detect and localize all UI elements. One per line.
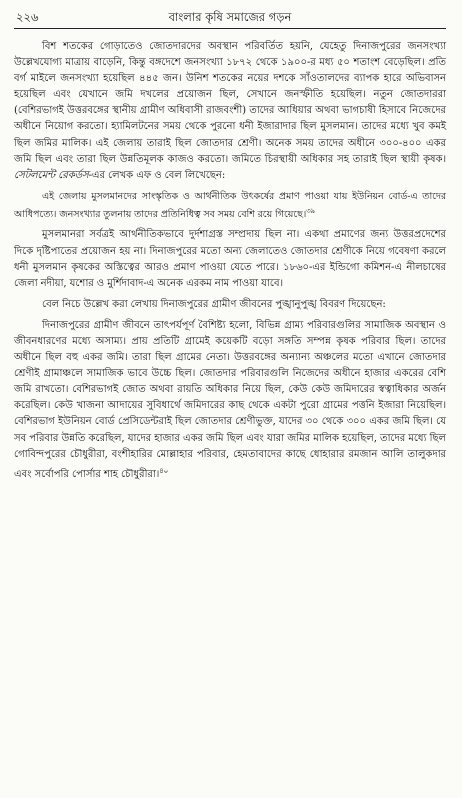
footnote-ref-40: ৪০ <box>159 466 169 475</box>
paragraph-3: বেল নিচে উল্লেখ করা লেখায় দিনাজপুরের গ্রামীণ জীবনের পুঙ্খানুপুঙ্খ বিবরণ দিয়েছেন: <box>42 298 386 310</box>
block-quote-2 <box>14 318 446 483</box>
block-quote-1 <box>14 189 446 223</box>
quote-2-text: দিনাজপুরের গ্রামীণ জীবনে তাৎপর্যপূর্ণ বৈশিষ্ট্য হলো, বিভিন্ন গ্রাম্য পরিবারগুলির সামাজিক অবস্থান ও জীবনধারণের মধ্যে অসাম্য। প্রায় প্রতিটি গ্রামেই কয়েকটি বড়ো সঙ্গতি সম্পন্ন কৃষক পরিবার ছিল। তাদের অধীনে ছিল বহু একর জমি। তারা ছিল গ্রামের নেতা। উত্তরবঙ্গের অন্যান্য অঞ্চলের মতো এখানে জোতদার শ্রেণীই গ্রামাঞ্চলে সামাজিক ভাবে উচ্চে ছিল। জোতদার পরিবারগুলি নিজেদের অধীনে হাজার একরের বেশি জমি রাখতো। বেশিরভাগই জোত অথবা রায়তি অধিকার নিয়ে ছিল, কেউ কেউ জমিদারের স্বত্বাধিকার অর্জন করেছিল। কেউ খাজনা আদায়ের সুবিধার্থে জমিদারের কাছ থেকে একটা পুরো গ্রামের পত্তনি ইজারা নিয়েছিল। বেশিরভাগ ইউনিয়ন বোর্ড প্রেসিডেন্টরাই ছিল জোতদার শ্রেণীভুক্ত, যাদের ৩০ থেকে ৩০০ একর জমি ছিল। যে সব পরিবার উন্নতি করেছিল, যাদের হাজার একর জমি ছিল এবং যারা জমির মালিক হয়েছিল, তাদের মধ্যে ছিল গোবিন্দপুরের চৌধুরীরা, বংশীহারির মোল্লাহার পরিবার, হেমতাবাদের কাছে ধোহারার রমজান আলি তালুকদার এবং সর্বোপরি পোর্সার শাহ চৌধুরীরা। <box>14 319 446 480</box>
paragraph-1-text: বিশ শতকের গোড়াতেও জোতদারদের অবস্থান পরিবর্তিত হয়নি, যেহেতু দিনাজপুরের জনসংখ্যা উল্লেখযোগ্য মাত্রায় বাড়েনি, কিন্তু বঙ্গদেশে জনসংখ্যা ১৮৭২ থেকে ১৯০০-র মধ্য ৫০ শতাংশ বেড়েছিল। প্রতি বর্গ মাইলে জনসংখ্যা হয়েছিল ৪৪৫ জন। উনিশ শতকের নয়ের দশকে সাঁওতালদের ব্যাপক হারে অভিবাসন হয়েছিল এবং যেখানে জমি দখলের প্রয়োজন ছিল, সেখানে জনস্ফীতি হয়েছিল। নতুন জোতদাররা (বেশিরভাগই উত্তরবঙ্গের স্থানীয় গ্রামীণ অধিবাসী রাজবংশী) তাদের আধিয়ার অথবা ভাগচাষী হিসাবে নিজেদের অধীনে নিয়োগ করতো। হ্যামিলটনের সময় থেকে পুরনো ধনী ইজারাদার ছিল মুসলমান। তাদের মধ্যে খুব কমই ছিল জমির মালিক। এই জেলায় তারাই ছিল জোতদার শ্রেণী। অনেক সময় তাদের অধীনে ৩০০-৪০০ একর জমি ছিল এবং তারা ছিল উন্নতিমূলক কাজও করতো। জমিতে চিরস্থায়ী অধিকার সহ তারাই ছিল স্থায়ী কৃষক। <box>14 41 446 165</box>
page-body <box>14 39 446 483</box>
paragraph-1-tail: -এর লেখক এফ ও বেল লিখেছেন: <box>88 169 226 181</box>
running-title: বাংলার কৃষি সমাজের গড়ন <box>168 10 292 24</box>
paragraph-2: মুসলমানরা সর্বত্রই আর্থনীতিকভাবে দুর্দশাগ্রস্ত সম্প্রদায় ছিল না। একথা প্রমাণের জন্য উত্তরপ্রদেশের দিকে দৃষ্টিপাতের প্রয়োজন হয় না। দিনাজপুরের মতো অন্য জেলাতেও জোতদার শ্রেণীকে নিয়ে গবেষণা করলে ধনী মুসলমান কৃষকের অস্তিত্বের আরও প্রমাণ পাওয়া যেতে পারে। ১৮৬০-এর ইন্ডিগো কমিশন-এ নীলচাষের জেলা নদীয়া, যশোর ও মুর্শিদাবাদ-এ অনেক এরকম নাম পাওয়া যাবে। <box>14 229 446 289</box>
footnote-ref-39: ৩৯ <box>306 207 315 216</box>
page-number: ২২৬ <box>16 10 39 24</box>
settlement-records-title: সেটলমেন্ট রেকর্ডস <box>14 169 89 181</box>
paragraph-1 <box>14 39 446 184</box>
quote-1-text: এই জেলায় মুসলমানদের সাংস্কৃতিক ও আর্থনীতিক উৎকর্ষের প্রমাণ পাওয়া যায় ইউনিয়ন বোর্ড-এ তাদের আধিপত্যে। জনসংখ্যার তুলনায় তাদের প্রতিনিধিত্ব সব সময় বেশি রয়ে গিয়েছে। <box>14 190 446 221</box>
page-header <box>14 6 446 26</box>
header-rule <box>14 28 446 29</box>
